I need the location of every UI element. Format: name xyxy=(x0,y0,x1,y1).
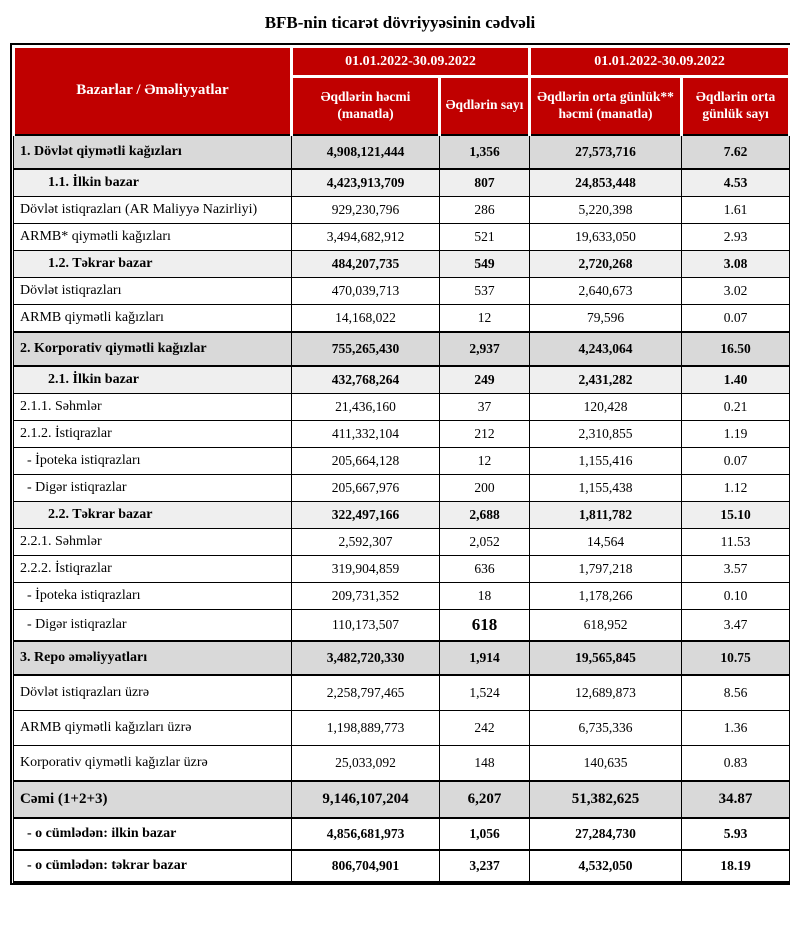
row-value: 19,633,050 xyxy=(530,223,682,250)
row-value: 1,198,889,773 xyxy=(292,710,440,745)
table-header xyxy=(14,47,790,135)
row-value: 319,904,859 xyxy=(292,555,440,582)
row-value: 200 xyxy=(440,474,530,501)
row-value: 4,856,681,973 xyxy=(292,818,440,850)
table-body xyxy=(14,135,790,882)
row-value: 3,482,720,330 xyxy=(292,641,440,675)
row-value: 1,178,266 xyxy=(530,582,682,609)
row-value: 3.47 xyxy=(682,609,790,641)
column-header-avg-daily-count: Əqdlərin orta günlük sayı xyxy=(682,77,790,135)
row-label: - Digər istiqrazlar xyxy=(14,609,292,641)
row-value: 3,237 xyxy=(440,850,530,882)
row-value: 4.53 xyxy=(682,169,790,197)
row-value: 3.08 xyxy=(682,250,790,277)
row-value: 432,768,264 xyxy=(292,366,440,394)
row-label: ARMB* qiymətli kağızları xyxy=(14,223,292,250)
turnover-table-wrapper xyxy=(10,43,790,885)
table-row xyxy=(14,366,790,394)
row-value: 6,207 xyxy=(440,781,530,818)
row-value: 11.53 xyxy=(682,528,790,555)
table-row xyxy=(14,528,790,555)
row-value: 2,640,673 xyxy=(530,277,682,304)
page-title: BFB-nin ticarət dövriyyəsinin cədvəli xyxy=(264,13,536,32)
row-label: 2.1.1. Səhmlər xyxy=(14,393,292,420)
row-label: Korporativ qiymətli kağızlar üzrə xyxy=(14,745,292,781)
row-value: 2.93 xyxy=(682,223,790,250)
row-value: 549 xyxy=(440,250,530,277)
row-value: 2,310,855 xyxy=(530,420,682,447)
row-value: 249 xyxy=(440,366,530,394)
row-value: 8.56 xyxy=(682,675,790,711)
row-value: 2,592,307 xyxy=(292,528,440,555)
row-value: 14,564 xyxy=(530,528,682,555)
row-value: 286 xyxy=(440,196,530,223)
row-label: ARMB qiymətli kağızları xyxy=(14,304,292,332)
row-value: 3,494,682,912 xyxy=(292,223,440,250)
row-value: 18 xyxy=(440,582,530,609)
row-value: 242 xyxy=(440,710,530,745)
row-value: 212 xyxy=(440,420,530,447)
table-row xyxy=(14,135,790,169)
period-header-1: 01.01.2022-30.09.2022 xyxy=(292,47,530,77)
row-value: 120,428 xyxy=(530,393,682,420)
row-value: 5,220,398 xyxy=(530,196,682,223)
row-label: Dövlət istiqrazları (AR Maliyyə Nazirliyi) xyxy=(14,196,292,223)
row-label: 1. Dövlət qiymətli kağızları xyxy=(14,135,292,169)
row-value: 12 xyxy=(440,304,530,332)
row-value: 9,146,107,204 xyxy=(292,781,440,818)
table-row xyxy=(14,393,790,420)
table-row xyxy=(14,304,790,332)
row-label: 3. Repo əməliyyatları xyxy=(14,641,292,675)
row-value: 7.62 xyxy=(682,135,790,169)
row-value: 470,039,713 xyxy=(292,277,440,304)
table-row xyxy=(14,555,790,582)
row-value: 3.02 xyxy=(682,277,790,304)
row-value: 37 xyxy=(440,393,530,420)
row-value: 1.61 xyxy=(682,196,790,223)
row-value: 25,033,092 xyxy=(292,745,440,781)
row-value: 24,853,448 xyxy=(530,169,682,197)
row-value: 4,243,064 xyxy=(530,332,682,366)
table-row xyxy=(14,332,790,366)
row-label: 1.2. Təkrar bazar xyxy=(14,250,292,277)
row-label: ARMB qiymətli kağızları üzrə xyxy=(14,710,292,745)
row-value: 4,908,121,444 xyxy=(292,135,440,169)
row-value: 1.40 xyxy=(682,366,790,394)
row-value: 0.83 xyxy=(682,745,790,781)
row-value: 1,056 xyxy=(440,818,530,850)
row-label: 2.2. Təkrar bazar xyxy=(14,501,292,528)
table-row xyxy=(14,850,790,882)
row-value: 618,952 xyxy=(530,609,682,641)
row-value: 484,207,735 xyxy=(292,250,440,277)
row-value: 521 xyxy=(440,223,530,250)
row-value: 10.75 xyxy=(682,641,790,675)
column-header-count: Əqdlərin sayı xyxy=(440,77,530,135)
row-value: 0.21 xyxy=(682,393,790,420)
table-row xyxy=(14,277,790,304)
row-value: 0.10 xyxy=(682,582,790,609)
row-value: 411,332,104 xyxy=(292,420,440,447)
table-row xyxy=(14,474,790,501)
table-row xyxy=(14,196,790,223)
row-label: 1.1. İlkin bazar xyxy=(14,169,292,197)
row-label: - o cümlədən: ilkin bazar xyxy=(14,818,292,850)
table-row xyxy=(14,420,790,447)
row-value: 27,284,730 xyxy=(530,818,682,850)
turnover-table xyxy=(12,45,791,883)
table-row xyxy=(14,818,790,850)
row-value: 18.19 xyxy=(682,850,790,882)
row-value: 79,596 xyxy=(530,304,682,332)
period-header-2: 01.01.2022-30.09.2022 xyxy=(530,47,790,77)
row-label: - İpoteka istiqrazları xyxy=(14,447,292,474)
column-header-avg-daily-volume: Əqdlərin orta günlük** həcmi (manatla) xyxy=(530,77,682,135)
row-value: 4,532,050 xyxy=(530,850,682,882)
row-value: 1,914 xyxy=(440,641,530,675)
row-value: 537 xyxy=(440,277,530,304)
table-row xyxy=(14,169,790,197)
row-value: 209,731,352 xyxy=(292,582,440,609)
row-value: 0.07 xyxy=(682,304,790,332)
row-value: 12 xyxy=(440,447,530,474)
row-value: 19,565,845 xyxy=(530,641,682,675)
row-value: 1,524 xyxy=(440,675,530,711)
row-value: 34.87 xyxy=(682,781,790,818)
row-value: 929,230,796 xyxy=(292,196,440,223)
row-label: Cəmi (1+2+3) xyxy=(14,781,292,818)
row-label: Dövlət istiqrazları üzrə xyxy=(14,675,292,711)
row-value: 205,667,976 xyxy=(292,474,440,501)
table-row xyxy=(14,609,790,641)
row-value: 15.10 xyxy=(682,501,790,528)
row-value: 1,811,782 xyxy=(530,501,682,528)
table-row xyxy=(14,250,790,277)
table-row xyxy=(14,745,790,781)
row-value: 5.93 xyxy=(682,818,790,850)
row-value: 3.57 xyxy=(682,555,790,582)
row-value: 755,265,430 xyxy=(292,332,440,366)
row-value: 2,258,797,465 xyxy=(292,675,440,711)
row-value: 205,664,128 xyxy=(292,447,440,474)
row-value: 110,173,507 xyxy=(292,609,440,641)
row-label: 2.1. İlkin bazar xyxy=(14,366,292,394)
row-value: 2,431,282 xyxy=(530,366,682,394)
row-value: 51,382,625 xyxy=(530,781,682,818)
row-value: 2,937 xyxy=(440,332,530,366)
column-header-volume: Əqdlərin həcmi (manatla) xyxy=(292,77,440,135)
row-label: - İpoteka istiqrazları xyxy=(14,582,292,609)
table-row xyxy=(14,781,790,818)
table-row xyxy=(14,675,790,711)
row-value: 140,635 xyxy=(530,745,682,781)
row-value: 148 xyxy=(440,745,530,781)
row-value: 1.12 xyxy=(682,474,790,501)
row-value: 6,735,336 xyxy=(530,710,682,745)
row-label: 2.2.2. İstiqrazlar xyxy=(14,555,292,582)
row-value: 1.19 xyxy=(682,420,790,447)
table-row xyxy=(14,447,790,474)
row-label: 2. Korporativ qiymətli kağızlar xyxy=(14,332,292,366)
row-value: 322,497,166 xyxy=(292,501,440,528)
table-row xyxy=(14,641,790,675)
table-row xyxy=(14,582,790,609)
row-value: 2,688 xyxy=(440,501,530,528)
row-value: 618 xyxy=(440,609,530,641)
row-label: - Digər istiqrazlar xyxy=(14,474,292,501)
row-label: - o cümlədən: təkrar bazar xyxy=(14,850,292,882)
row-value: 2,720,268 xyxy=(530,250,682,277)
row-value: 1.36 xyxy=(682,710,790,745)
row-value: 0.07 xyxy=(682,447,790,474)
table-row xyxy=(14,710,790,745)
table-row xyxy=(14,501,790,528)
row-label: 2.2.1. Səhmlər xyxy=(14,528,292,555)
row-value: 636 xyxy=(440,555,530,582)
row-value: 12,689,873 xyxy=(530,675,682,711)
row-label: 2.1.2. İstiqrazlar xyxy=(14,420,292,447)
row-value: 21,436,160 xyxy=(292,393,440,420)
row-value: 27,573,716 xyxy=(530,135,682,169)
row-value: 1,797,218 xyxy=(530,555,682,582)
row-value: 4,423,913,709 xyxy=(292,169,440,197)
column-header-markets: Bazarlar / Əməliyyatlar xyxy=(14,47,292,135)
table-row xyxy=(14,223,790,250)
row-value: 806,704,901 xyxy=(292,850,440,882)
row-value: 807 xyxy=(440,169,530,197)
row-value: 1,356 xyxy=(440,135,530,169)
row-value: 2,052 xyxy=(440,528,530,555)
row-label: Dövlət istiqrazları xyxy=(14,277,292,304)
row-value: 16.50 xyxy=(682,332,790,366)
row-value: 1,155,438 xyxy=(530,474,682,501)
row-value: 1,155,416 xyxy=(530,447,682,474)
row-value: 14,168,022 xyxy=(292,304,440,332)
